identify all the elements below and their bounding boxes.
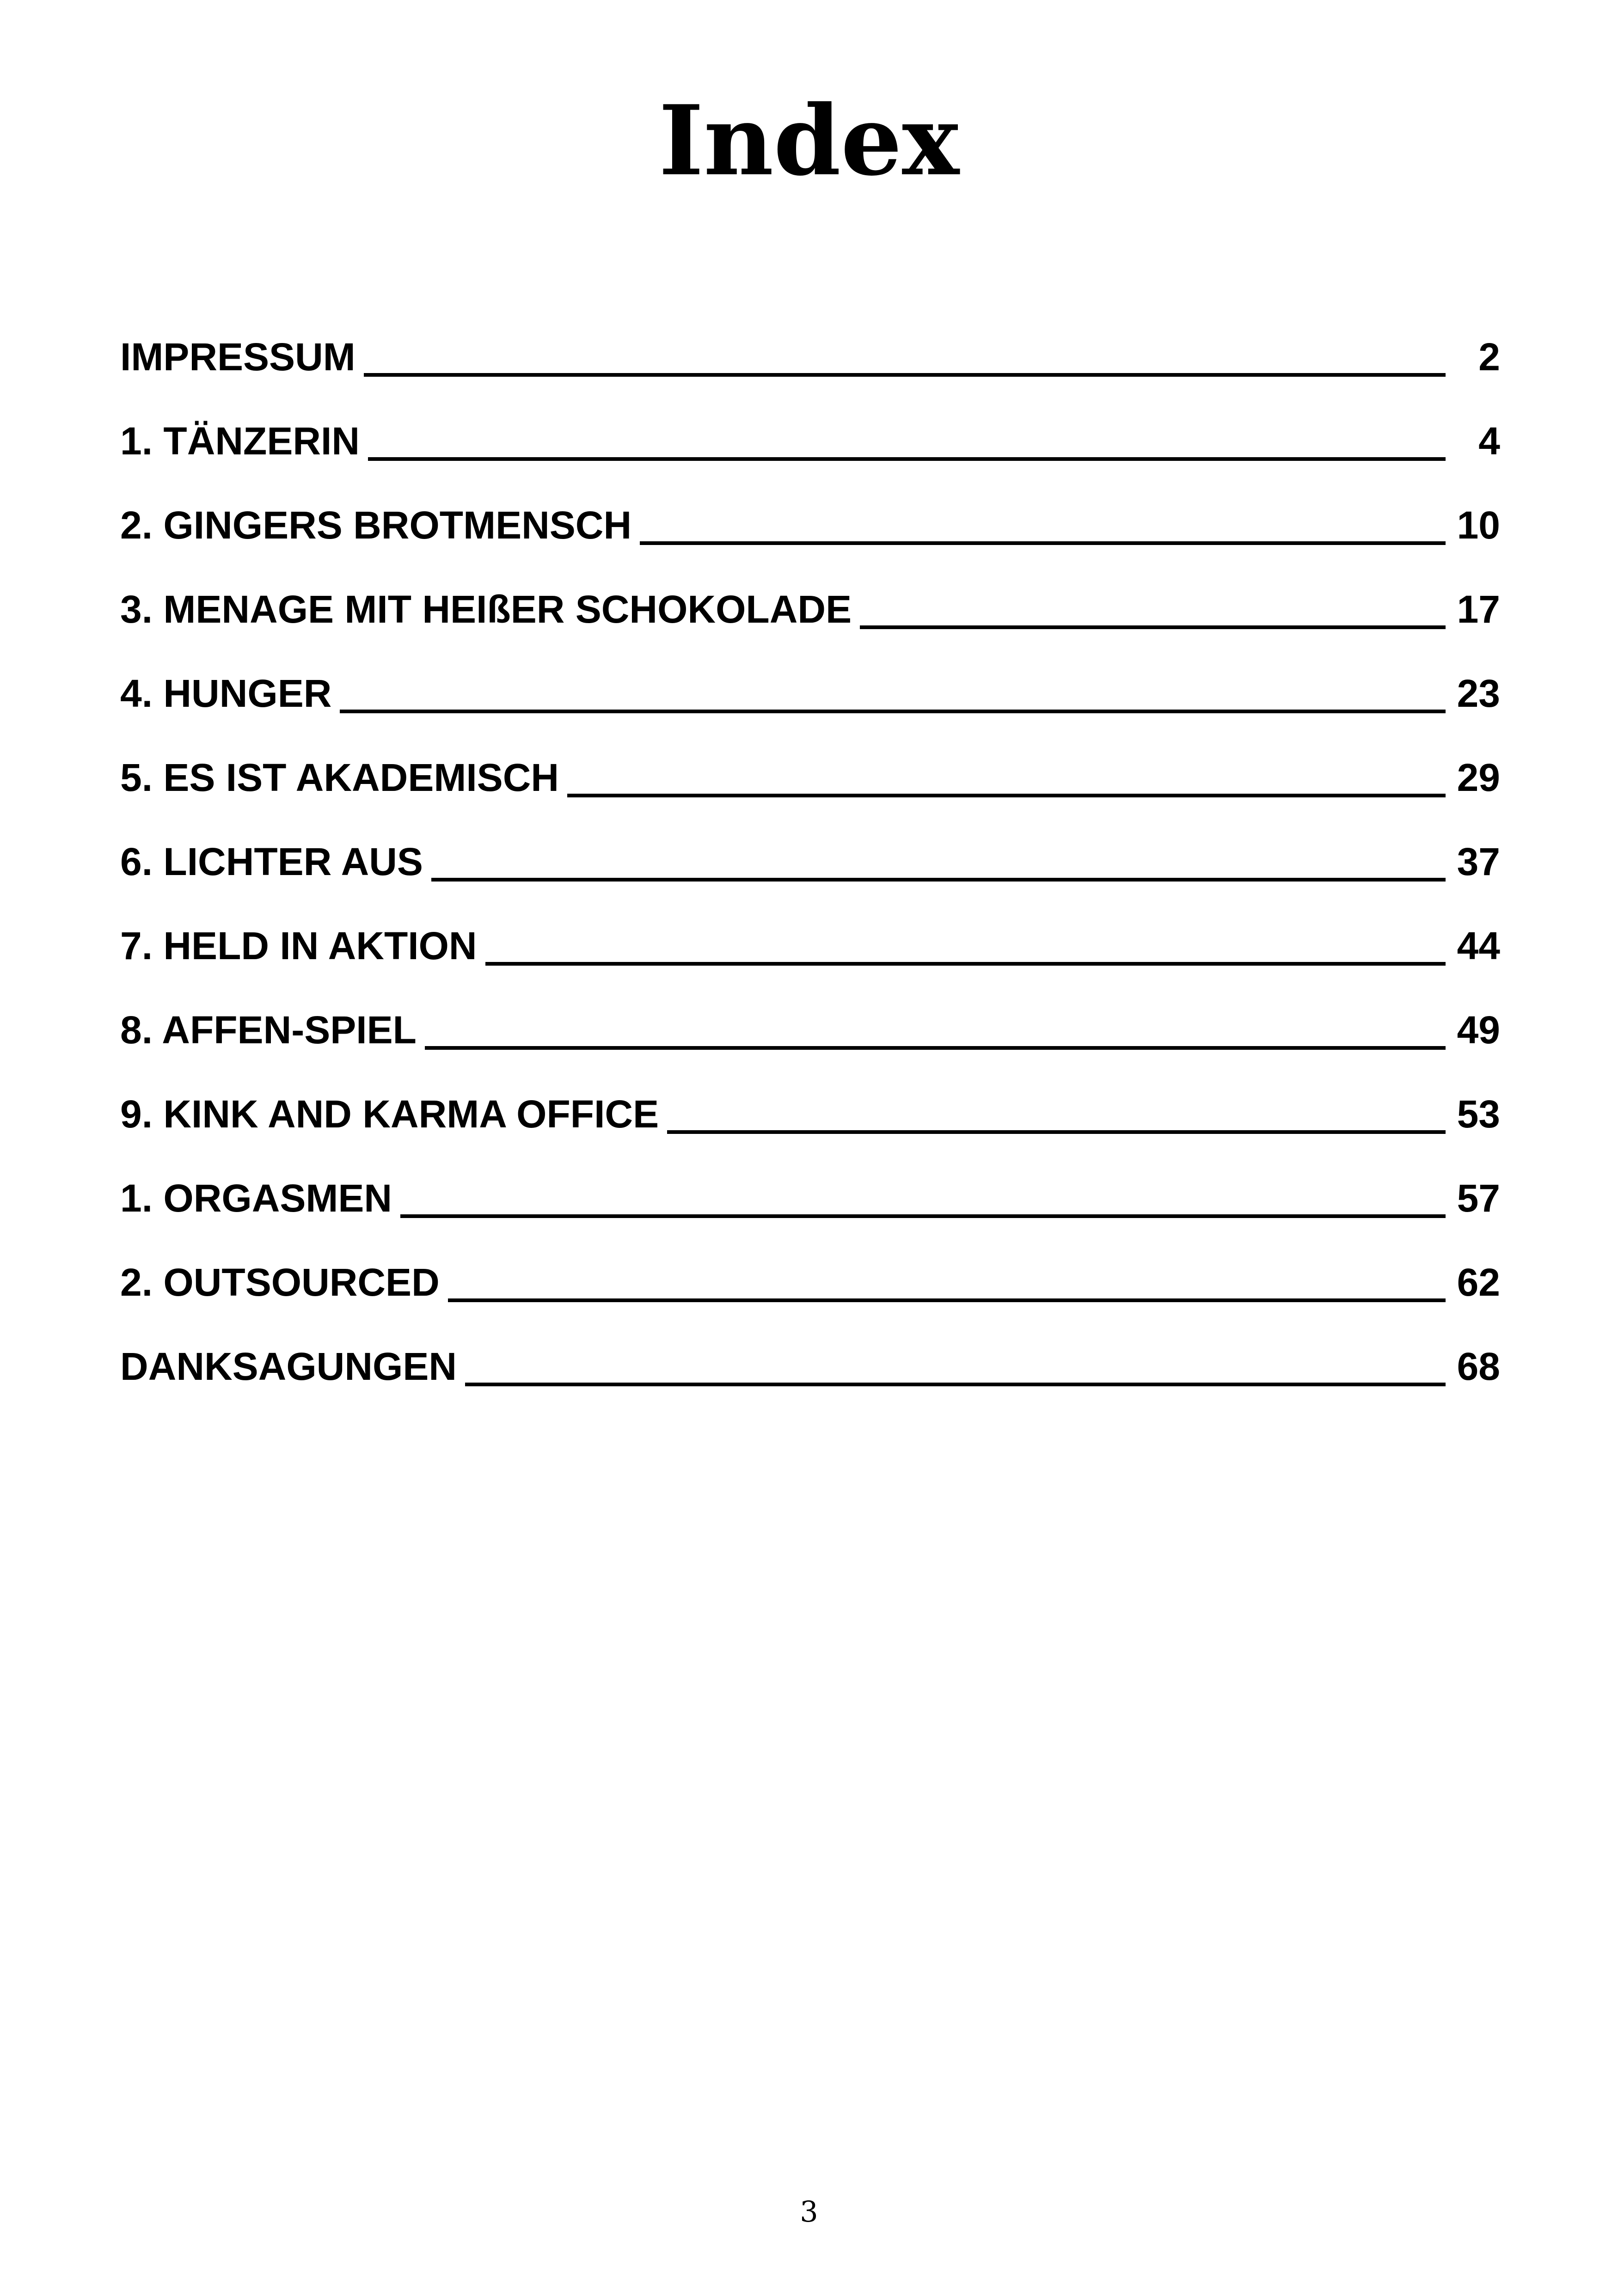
toc-entry-label: DANKSAGUNGEN [120, 1345, 457, 1388]
toc-entry-bonus-2[interactable] [120, 1251, 1500, 1311]
toc-entry-page: 29 [1457, 756, 1500, 799]
toc-entry-chapter-3[interactable] [120, 578, 1500, 638]
toc-entry-page: 44 [1457, 924, 1500, 967]
toc-entry-page: 2 [1478, 335, 1500, 379]
toc-entry-label: 2. OUTSOURCED [120, 1261, 440, 1304]
toc-entry-label: 8. AFFEN-SPIEL [120, 1008, 417, 1052]
toc-entry-page: 53 [1457, 1092, 1500, 1136]
toc-entry-label: 1. TÄNZERIN [120, 419, 360, 463]
toc-entry-page: 23 [1457, 672, 1500, 715]
toc-leader-line [400, 1214, 1446, 1218]
toc-entry-label: 2. GINGERS BROTMENSCH [120, 503, 632, 547]
toc-entry-chapter-6[interactable] [120, 831, 1500, 891]
toc-entry-page: 68 [1457, 1345, 1500, 1388]
toc-entry-label: 7. HELD IN AKTION [120, 924, 477, 967]
toc-entry-label: 9. KINK AND KARMA OFFICE [120, 1092, 659, 1136]
toc-entry-label: IMPRESSUM [120, 335, 355, 379]
toc-entry-page: 49 [1457, 1008, 1500, 1052]
toc-leader-line [860, 625, 1446, 629]
toc-leader-line [667, 1130, 1446, 1134]
toc-entry-chapter-5[interactable] [120, 747, 1500, 807]
page-title: Index [658, 85, 960, 197]
toc-leader-line [431, 878, 1446, 882]
toc-leader-line [465, 1383, 1446, 1386]
page-number: 3 [800, 2195, 818, 2229]
toc-leader-line [368, 457, 1446, 461]
toc-entry-chapter-7[interactable] [120, 915, 1500, 975]
toc-entry-chapter-9[interactable] [120, 1083, 1500, 1143]
table-of-contents [120, 0, 1500, 1433]
toc-entry-danksagungen[interactable] [120, 1335, 1500, 1396]
toc-leader-line [364, 373, 1446, 377]
toc-entry-impressum[interactable] [120, 326, 1500, 386]
toc-entry-page: 57 [1457, 1176, 1500, 1220]
toc-entry-chapter-2[interactable] [120, 494, 1500, 554]
toc-entry-chapter-4[interactable] [120, 662, 1500, 722]
toc-entry-page: 37 [1457, 840, 1500, 883]
toc-entry-label: 6. LICHTER AUS [120, 840, 423, 883]
toc-leader-line [340, 710, 1446, 713]
toc-leader-line [425, 1046, 1446, 1050]
toc-entry-label: 5. ES IST AKADEMISCH [120, 756, 559, 799]
toc-leader-line [448, 1298, 1446, 1302]
toc-entry-label: 1. ORGASMEN [120, 1176, 392, 1220]
toc-entry-page: 10 [1457, 503, 1500, 547]
toc-leader-line [567, 794, 1446, 797]
toc-leader-line [485, 962, 1446, 966]
toc-entry-label: 3. MENAGE MIT HEIßER SCHOKOLADE [120, 588, 852, 631]
toc-entry-page: 62 [1457, 1261, 1500, 1304]
toc-entry-page: 17 [1457, 588, 1500, 631]
toc-entry-chapter-8[interactable] [120, 999, 1500, 1059]
toc-entry-page: 4 [1478, 419, 1500, 463]
toc-entry-chapter-1[interactable] [120, 410, 1500, 470]
toc-entry-bonus-1[interactable] [120, 1167, 1500, 1227]
toc-entry-label: 4. HUNGER [120, 672, 332, 715]
toc-leader-line [640, 541, 1446, 545]
